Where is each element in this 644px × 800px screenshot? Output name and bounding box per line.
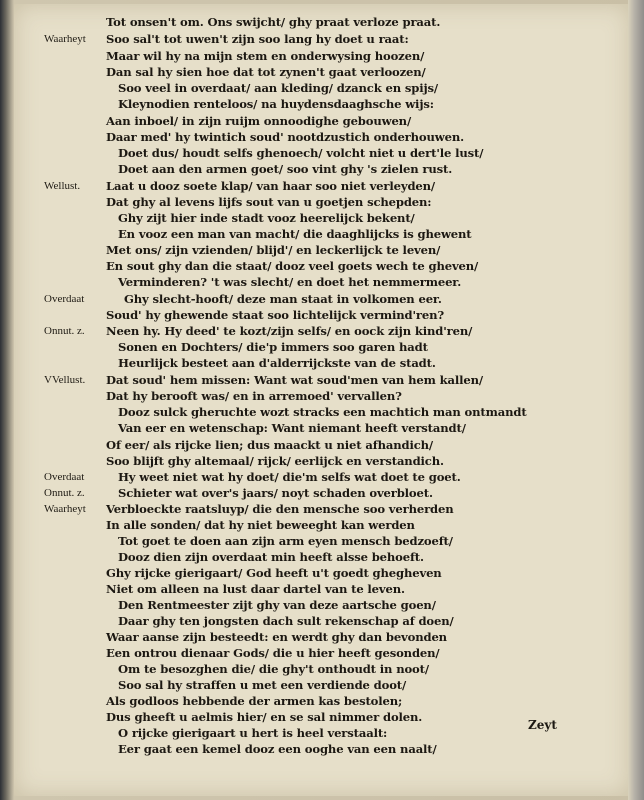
verse-line: Neen hy. Hy deed' te kozt/zijn selfs/ en oock zijn kind'ren/	[106, 324, 473, 338]
verse-line: Van eer en wetenschap: Want niemant heeft verstandt/	[118, 421, 466, 435]
verse-line: Dooz dien zijn overdaat min heeft alsse behoeft.	[118, 550, 424, 564]
verse-line: Eer gaat een kemel dooz een ooghe van een naalt/	[118, 742, 437, 756]
verse-line: Soo blijft ghy altemaal/ rijck/ eerlijck en verstandich.	[106, 454, 444, 468]
verse-line: Dat ghy al levens lijfs sout van u goetjen schepden:	[106, 195, 432, 209]
verse-line: Heurlijck besteet aan d'alderrijckste van de stadt.	[118, 356, 436, 370]
verse-line: Soo sal't tot uwen't zijn soo lang hy doet u raat:	[106, 32, 409, 46]
verse-line: Soo veel in overdaat/ aan kleding/ dzanck en spijs/	[118, 81, 438, 95]
verse-line: Ghy zijt hier inde stadt vooz heerelijck bekent/	[118, 211, 415, 225]
verse-line: En sout ghy dan die staat/ dooz veel goets wech te gheven/	[106, 259, 479, 273]
verse-line: Dus gheeft u aelmis hier/ en se sal nimmer dolen.	[106, 710, 423, 724]
verse-line: Daar ghy ten jongsten dach sult rekenschap af doen/	[118, 614, 454, 628]
verse-line: Doet aan den armen goet/ soo vint ghy 's zielen rust.	[118, 162, 453, 176]
verse-line: Als godloos hebbende der armen kas bestolen;	[106, 694, 403, 708]
verse-line: Aan inboel/ in zijn ruijm onnoodighe gebouwen/	[106, 114, 412, 128]
speaker-label: Overdaat	[44, 471, 85, 483]
catchword: Zeyt	[528, 718, 557, 732]
verse-line: Ghy rijcke gierigaart/ God heeft u't goedt ghegheven	[106, 566, 442, 580]
verse-line: Met ons/ zijn vzienden/ blijd'/ en leckerlijck te leven/	[106, 243, 441, 257]
verse-line: Sonen en Dochters/ die'p immers soo garen hadt	[118, 340, 428, 354]
verse-line: Dat soud' hem missen: Want wat soud'men van hem kallen/	[106, 373, 483, 387]
verse-line: Om te besozghen die/ die ghy't onthoudt in noot/	[118, 662, 429, 676]
verse-line: Tot goet te doen aan zijn arm eyen mensch bedzoeft/	[118, 534, 453, 548]
verse-line: Den Rentmeester zijt ghy van deze aartsche goen/	[118, 598, 436, 612]
verse-line: Verbloeckte raatsluyp/ die den mensche soo verherden	[106, 502, 454, 516]
speaker-label: Overdaat	[44, 293, 85, 305]
verse-line: Doet dus/ houdt selfs ghenoech/ volcht niet u dert'le lust/	[118, 146, 484, 160]
verse-line: Dat hy berooft was/ en in arremoed' vervallen?	[106, 389, 402, 403]
speaker-label: Onnut. z.	[44, 487, 85, 499]
verse-line: Verminderen? 't was slecht/ en doet het nemmermeer.	[118, 275, 462, 289]
verse-line: En vooz een man van macht/ die daaghlijcks is ghewent	[118, 227, 472, 241]
verse-line: O rijcke gierigaart u hert is heel verstaalt:	[118, 726, 388, 740]
speaker-label: Waarheyt	[44, 503, 86, 515]
verse-line: Dooz sulck gheruchte wozt stracks een machtich man ontmandt	[118, 405, 527, 419]
verse-line: Soo sal hy straffen u met een verdiende doot/	[118, 678, 407, 692]
verse-line: In alle sonden/ dat hy niet beweeght kan werden	[106, 518, 415, 532]
verse-line: Schieter wat over's jaars/ noyt schaden overbloet.	[118, 486, 433, 500]
verse-line: Of eer/ als rijcke lien; dus maackt u niet afhandich/	[106, 438, 433, 452]
verse-line: Niet om alleen na lust daar dartel van te leven.	[106, 582, 405, 596]
verse-line: Ghy slecht-hooft/ deze man staat in volkomen eer.	[124, 292, 442, 306]
speaker-label: Onnut. z.	[44, 325, 85, 337]
speaker-label: Waarheyt	[44, 33, 86, 45]
verse-line: Dan sal hy sien hoe dat tot zynen't gaat verloozen/	[106, 65, 426, 79]
verse-line: Waar aanse zijn besteedt: en werdt ghy dan bevonden	[106, 630, 447, 644]
speaker-label: Wellust.	[44, 180, 81, 192]
verse-line: Laat u dooz soete klap/ van haar soo niet verleyden/	[106, 179, 435, 193]
verse-line: Daar med' hy twintich soud' nootdzustich onderhouwen.	[106, 130, 464, 144]
verse-line: Tot onsen't om. Ons swijcht/ ghy praat verloze praat.	[106, 15, 441, 29]
speaker-label: VVellust.	[44, 374, 86, 386]
verse-line: Soud' hy ghewende staat soo lichtelijck vermind'ren?	[106, 308, 445, 322]
verse-line: Een ontrou dienaar Gods/ die u hier heeft gesonden/	[106, 646, 440, 660]
verse-line: Kleynodien renteloos/ na huydensdaaghsche wijs:	[118, 97, 434, 111]
verse-line: Maar wil hy na mijn stem en onderwysing hoozen/	[106, 49, 425, 63]
verse-line: Hy weet niet wat hy doet/ die'm selfs wat doet te goet.	[118, 470, 461, 484]
